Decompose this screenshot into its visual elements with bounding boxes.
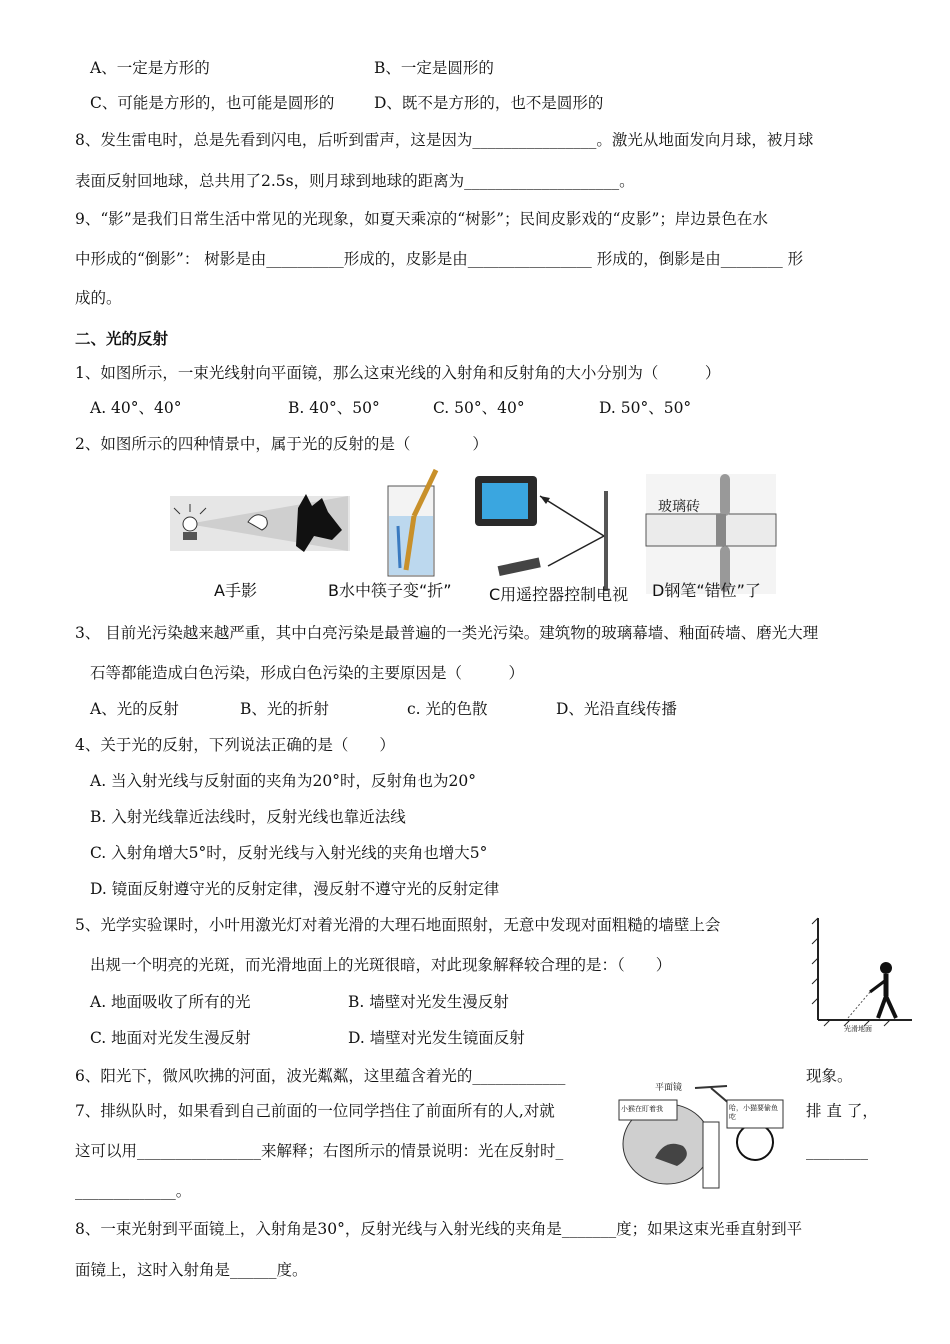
glass-brick-label: 玻璃砖 xyxy=(658,499,700,515)
r-q8-line-1: 8、一束光射到平面镜上，入射角是30°，反射光线与入射光线的夹角是_______度；如果这束光垂直射到平 xyxy=(75,1220,803,1238)
r-q1-stem: 1、如图所示，一束光线射向平面镜，那么这束光线的入射角和反射角的大小分别为（ ） xyxy=(75,364,721,382)
hand-shadow-illustration xyxy=(170,494,350,552)
speech-bubble-left: 小猴在盯着我 xyxy=(621,1105,663,1113)
q8-line-1: 8、发生雷电时，总是先看到闪电，后听到雷声，这是因为________________。激光从地面发向月球，被月球 xyxy=(75,131,814,149)
r-q4-option-d: D. 镜面反射遵守光的反射定律，漫反射不遵守光的反射定律 xyxy=(90,880,500,898)
r-q4-option-c: C. 入射角增大5°时，反射光线与入射光线的夹角也增大5° xyxy=(90,844,488,862)
r-q4-option-b: B. 入射光线靠近法线时，反射光线也靠近法线 xyxy=(90,808,406,826)
r-q7-line-1-tail: 排 直 了， xyxy=(806,1102,878,1120)
r-q5-option-b: B. 墙壁对光发生漫反射 xyxy=(348,993,509,1011)
r-q7-line-1: 7、排纵队时，如果看到自己前面的一位同学挡住了前面所有的人,对就 xyxy=(75,1102,555,1120)
q5-figure xyxy=(808,914,918,1034)
q9-line-2: 中形成的“倒影”： 树影是由__________形成的，皮影是由________________ 形成的，倒影是由________ 形 xyxy=(75,250,804,268)
r-q1-option-a: A. 40°、40° xyxy=(90,399,182,417)
r-q3-line-2: 石等都能造成白色污染，形成白色污染的主要原因是（ ） xyxy=(90,664,525,682)
r-q1-option-c: C. 50°、40° xyxy=(433,399,525,417)
r-q4-stem: 4、关于光的反射，下列说法正确的是（ ） xyxy=(75,736,395,754)
r-q5-option-a: A. 地面吸收了所有的光 xyxy=(90,993,251,1011)
r-q1-option-b: B. 40°、50° xyxy=(288,399,380,417)
r-q4-option-a: A. 当入射光线与反射面的夹角为20°时，反射角也为20° xyxy=(90,772,476,790)
q9-line-3: 成的。 xyxy=(75,289,122,307)
q2-figure xyxy=(168,466,812,606)
q2-caption-a: A手影 xyxy=(214,581,257,600)
r-q1-option-d: D. 50°、50° xyxy=(599,399,692,417)
section-title-reflection: 二、光的反射 xyxy=(75,330,169,348)
r-q3-option-b: B、光的折射 xyxy=(240,700,329,718)
r-q3-option-c: c. 光的色散 xyxy=(407,700,488,718)
chopsticks-in-water-illustration xyxy=(388,470,436,576)
q2-caption-b: B水中筷子变“折” xyxy=(328,581,452,600)
q9-line-1: 9、“影”是我们日常生活中常见的光现象，如夏天乘凉的“树影”；民间皮影戏的“皮影”；岸边景色在水 xyxy=(75,210,768,228)
r-q5-line-2: 出规一个明亮的光斑，而光滑地面上的光斑很暗，对此现象解释较合理的是：（ ） xyxy=(90,956,672,974)
r-q5-option-c: C. 地面对光发生漫反射 xyxy=(90,1029,251,1047)
r-q3-line-1: 3、 目前光污染越来越严重，其中白亮污染是最普遍的一类光污染。建筑物的玻璃幕墙、釉面砖墙、磨光大理 xyxy=(75,624,819,642)
r-q5-line-1: 5、光学实验课时，小叶用激光灯对着光滑的大理石地面照射，无意中发现对面粗糙的墙壁上会 xyxy=(75,916,721,934)
r-q2-stem: 2、如图所示的四种情景中，属于光的反射的是（ ） xyxy=(75,435,488,453)
r-q7-line-3: _____________。 xyxy=(75,1182,192,1200)
glass-brick-pen-illustration xyxy=(646,474,776,594)
r-q6-text: 6、阳光下，微风吹拂的河面，波光粼粼，这里蕴含着光的____________ xyxy=(75,1067,566,1085)
floor-label: 光滑地面 xyxy=(844,1025,872,1033)
r-q3-option-d: D、光沿直线传播 xyxy=(556,700,677,718)
q7-option-b: B、一定是圆形的 xyxy=(374,59,494,77)
q7-figure xyxy=(615,1078,793,1190)
speech-bubble-right: 哈，小猫要偷鱼吃 xyxy=(729,1104,778,1121)
q2-caption-c: C用遥控器控制电视 xyxy=(489,585,629,604)
q7-option-d: D、既不是方形的，也不是圆形的 xyxy=(374,94,604,112)
r-q7-line-2: 这可以用________________来解释；右图所示的情景说明：光在反射时_ xyxy=(75,1142,564,1160)
q7-option-c: C、可能是方形的，也可能是圆形的 xyxy=(90,94,335,112)
q7-figure-art xyxy=(615,1078,793,1190)
r-q3-option-a: A、光的反射 xyxy=(90,700,179,718)
q2-caption-d: D钢笔“错位”了 xyxy=(652,581,761,600)
r-q7-line-2-tail: ________ xyxy=(806,1142,868,1160)
remote-tv-illustration xyxy=(475,476,606,591)
q5-figure-art xyxy=(808,914,918,1034)
q8-line-2: 表面反射回地球，总共用了2.5s，则月球到地球的距离为____________________。 xyxy=(75,172,635,190)
r-q8-line-2: 面镜上，这时入射角是______度。 xyxy=(75,1261,308,1279)
q7-option-a: A、一定是方形的 xyxy=(90,59,210,77)
r-q5-option-d: D. 墙壁对光发生镜面反射 xyxy=(348,1029,525,1047)
mirror-label: 平面镜 xyxy=(655,1083,683,1093)
r-q6-tail: 现象。 xyxy=(806,1067,853,1085)
